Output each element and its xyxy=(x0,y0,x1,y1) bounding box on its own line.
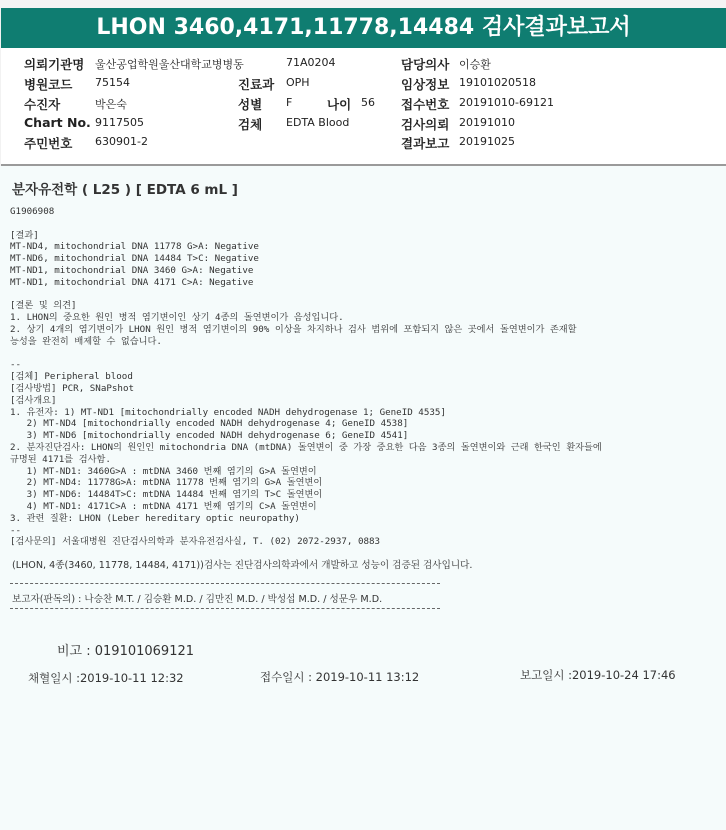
section-title: 분자유전학 ( L25 ) [ EDTA 6 mL ] xyxy=(12,182,238,198)
report-line: [검사문의] 서울대병원 진단검사의학과 분자유전검사실, T. (02) 2072-2937, 0883 xyxy=(10,536,381,548)
request-label: 검사의뢰 xyxy=(401,117,450,132)
hospital-code-value: 75154 xyxy=(95,76,130,89)
report-line: MT-ND1, mitochondrial DNA 3460 G>A: Negative xyxy=(10,264,254,276)
report-line: 1. LHON의 중요한 원인 병적 염기변이인 상기 4종의 돌연변이가 음성입니다. xyxy=(10,312,344,324)
report-text xyxy=(10,206,726,548)
dev-note: (LHON, 4종(3460, 11778, 14484, 4171))검사는 진단검사의학과에서 개발하고 성능이 검증된 검사입니다. xyxy=(12,560,473,571)
request-value: 20191010 xyxy=(459,116,515,129)
doctor-value: 이승환 xyxy=(459,58,491,71)
report-line: 2. 상기 4개의 염기변이가 LHON 원인 병적 염기변이의 90% 이상을 차지하나 검사 범위에 포함되지 않은 곳에서 돌연변이가 존재할 xyxy=(10,323,577,335)
patient-value: 박은숙 xyxy=(95,98,127,111)
clinical-value: 19101020518 xyxy=(459,76,536,89)
reported-datetime: 보고일시 :2019-10-24 17:46 xyxy=(520,668,676,682)
org-value: 울산공업학원울산대학교병병동 xyxy=(95,58,244,71)
report-line: [검사개요] xyxy=(10,394,57,406)
separator-top xyxy=(10,583,440,584)
report-line: G1906908 xyxy=(10,206,55,217)
report-line: MT-ND1, mitochondrial DNA 4171 C>A: Negative xyxy=(10,276,254,288)
receipt-value: 20191010-69121 xyxy=(459,96,554,109)
top-strip xyxy=(0,0,726,8)
report-line: [검사방법] PCR, SNaPshot xyxy=(10,382,135,394)
report-title: LHON 3460,4171,11778,14484 검사결과보고서 xyxy=(1,8,726,48)
report-line: -- xyxy=(10,359,22,371)
report-line: 2) MT-ND4: 11778G>A: mtDNA 11778 번째 염기의 G>A 돌연변이 xyxy=(10,477,323,489)
collected-datetime: 채혈일시 :2019-10-11 12:32 xyxy=(28,671,184,685)
org-label: 의뢰기관명 xyxy=(24,57,85,72)
dept-value: OPH xyxy=(286,76,310,89)
report-line: MT-ND4, mitochondrial DNA 11778 G>A: Negative xyxy=(10,241,259,253)
reporters: 보고자(판독의) : 나승찬 M.T. / 김승환 M.D. / 김만진 M.D. / 박성섭 M.D. / 성문우 M.D. xyxy=(12,594,383,605)
report-line xyxy=(10,348,726,360)
report-line: [결과] xyxy=(10,229,39,241)
report-line: 능성을 완전히 배제할 수 없습니다. xyxy=(10,335,162,347)
org-code-value: 71A0204 xyxy=(286,56,336,69)
report-line: 2) MT-ND4 [mitochondrially encoded NADH dehydrogenase 4; GeneID 4538] xyxy=(10,418,409,430)
resident-label: 주민번호 xyxy=(24,136,73,151)
report-line: 3) MT-ND6 [mitochondrially encoded NADH dehydrogenase 6; GeneID 4541] xyxy=(10,430,409,442)
report-line: 1. 유전자: 1) MT-ND1 [mitochondrially encoded NADH dehydrogenase 1; GeneID 4535] xyxy=(10,406,446,418)
chart-no-value: 9117505 xyxy=(95,116,144,129)
report-line: MT-ND6, mitochondrial DNA 14484 T>C: Negative xyxy=(10,253,259,265)
age-label: 나이 xyxy=(327,97,352,112)
note-label: 비고 : 019101069121 xyxy=(57,644,195,659)
clinical-label: 임상정보 xyxy=(401,77,450,92)
report-line xyxy=(10,218,726,230)
report-date-label: 결과보고 xyxy=(401,136,450,151)
dept-label: 진료과 xyxy=(238,77,275,92)
chart-no-label: Chart No. xyxy=(24,115,91,130)
report-line: 규명된 4171를 검사함. xyxy=(10,453,111,465)
patient-label: 수진자 xyxy=(24,97,61,112)
report-line: -- xyxy=(10,524,22,536)
report-body xyxy=(0,166,726,830)
report-line: 1) MT-ND1: 3460G>A : mtDNA 3460 번째 염기의 G>A 돌연변이 xyxy=(10,465,317,477)
sex-value: F xyxy=(286,96,293,109)
report-date-value: 20191025 xyxy=(459,135,515,148)
hospital-code-label: 병원코드 xyxy=(24,77,73,92)
specimen-value: EDTA Blood xyxy=(286,116,350,129)
sex-label: 성별 xyxy=(238,97,263,112)
receipt-label: 접수번호 xyxy=(401,97,450,112)
report-line: 2. 분자진단검사: LHON의 원인인 mitochondria DNA (mtDNA) 돌연변이 중 가장 중요한 다음 3종의 돌연변이와 근래 한국인 환자들에 xyxy=(10,441,602,453)
specimen-label: 검체 xyxy=(238,117,263,132)
age-value: 56 xyxy=(361,96,375,109)
patient-info-panel xyxy=(1,48,726,166)
report-line: 4) MT-ND1: 4171C>A : mtDNA 4171 번째 염기의 C>A 돌연변이 xyxy=(10,500,317,512)
received-datetime: 접수일시 : 2019-10-11 13:12 xyxy=(260,670,420,684)
report-line: [결론 및 의견] xyxy=(10,300,77,312)
report-line: [검체] Peripheral blood xyxy=(10,371,133,383)
separator-bottom xyxy=(10,608,440,609)
resident-value: 630901-2 xyxy=(95,135,148,148)
doctor-label: 담당의사 xyxy=(401,57,450,72)
report-line xyxy=(10,289,726,301)
report-line: 3) MT-ND6: 14484T>C: mtDNA 14484 번째 염기의 T>C 돌연변이 xyxy=(10,489,323,501)
report-line: 3. 관련 질환: LHON (Leber hereditary optic neuropathy) xyxy=(10,512,300,524)
